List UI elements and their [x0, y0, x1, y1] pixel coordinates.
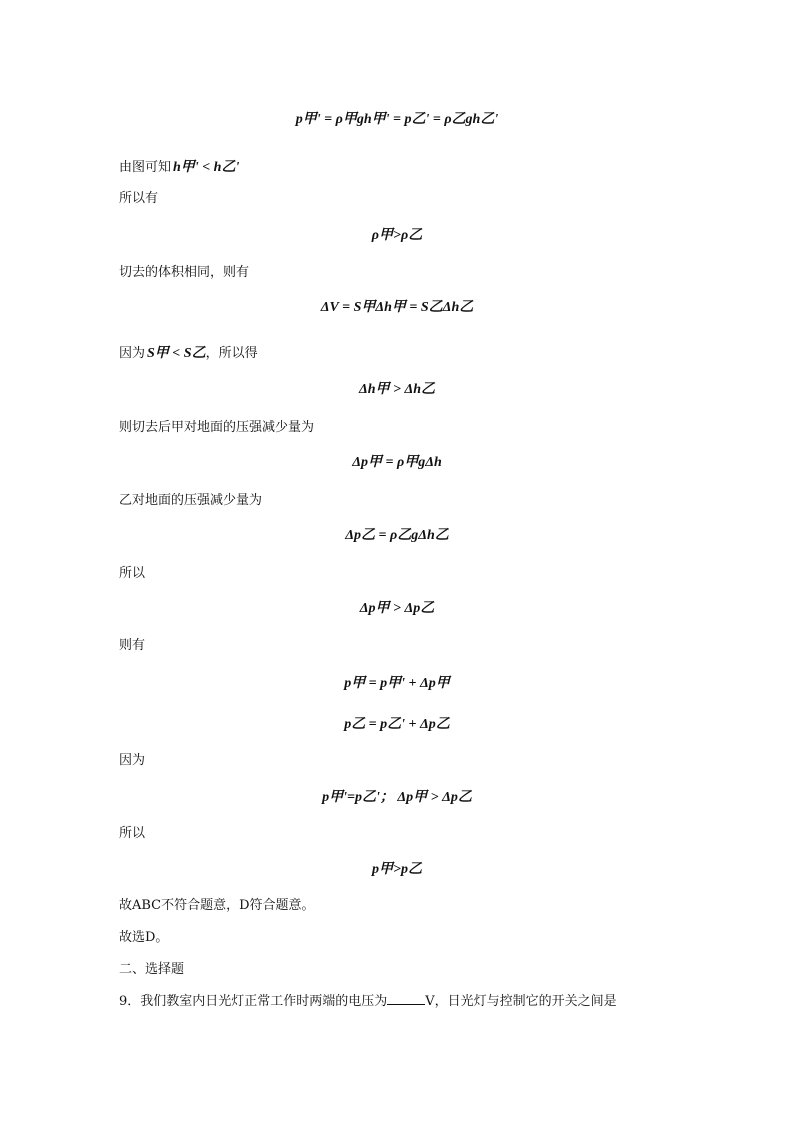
- text-so-1: 所以: [119, 566, 146, 581]
- text-yi-decrease: 乙对地面的压强减少量为: [119, 493, 263, 508]
- q9-unit: V，日光灯与控制它的开关之间是: [425, 994, 617, 1009]
- question-9: [119, 990, 617, 1009]
- text-cut-volume: 切去的体积相同，则有: [119, 265, 250, 280]
- equation-p-jia: p甲 = p甲' + Δp甲: [344, 676, 450, 691]
- equation-result: p甲>p乙: [372, 862, 422, 877]
- equation-dp-yi: Δp乙 = ρ乙gΔh乙: [345, 528, 449, 543]
- inline-area-relation: S甲 < S乙: [147, 346, 206, 361]
- q9-answer-blank[interactable]: [387, 992, 425, 1005]
- equation-p-yi: p乙 = p乙' + Δp乙: [344, 717, 450, 732]
- equation-dp-compare: Δp甲 > Δp乙: [359, 601, 435, 616]
- text-so-2: 所以: [119, 826, 146, 841]
- equation-pressure-equal: p甲' = ρ甲gh甲' = p乙' = ρ乙gh乙': [295, 112, 499, 127]
- because-label: 因为: [119, 346, 146, 361]
- so-get-label: ，所以得: [205, 346, 258, 361]
- q9-prefix: 9．我们教室内日光灯正常工作时两端的电压为: [119, 994, 388, 1009]
- text-jia-decrease: 则切去后甲对地面的压强减少量为: [119, 420, 315, 435]
- equation-dp-jia: Δp甲 = ρ甲gΔh: [352, 455, 442, 470]
- section-title: 二、选择题: [119, 962, 185, 977]
- text-from-figure: [119, 156, 239, 176]
- equation-density: ρ甲>ρ乙: [371, 228, 423, 243]
- text-choose: 故选D。: [119, 930, 169, 945]
- inline-h-relation: h甲' < h乙': [173, 160, 240, 175]
- equation-given: p甲'=p乙'； Δp甲 > Δp乙: [322, 790, 472, 805]
- text-because-2: 因为: [119, 753, 146, 768]
- text-so-have: 所以有: [119, 191, 159, 206]
- text-conclusion: 故ABC不符合题意，D符合题意。: [119, 898, 315, 913]
- text-because-area: [119, 342, 258, 362]
- equation-dh: Δh甲 > Δh乙: [358, 382, 436, 397]
- from-figure-label: 由图可知: [119, 160, 172, 175]
- equation-volume: ΔV = S甲Δh甲 = S乙Δh乙: [320, 300, 474, 315]
- text-then-have: 则有: [119, 638, 146, 653]
